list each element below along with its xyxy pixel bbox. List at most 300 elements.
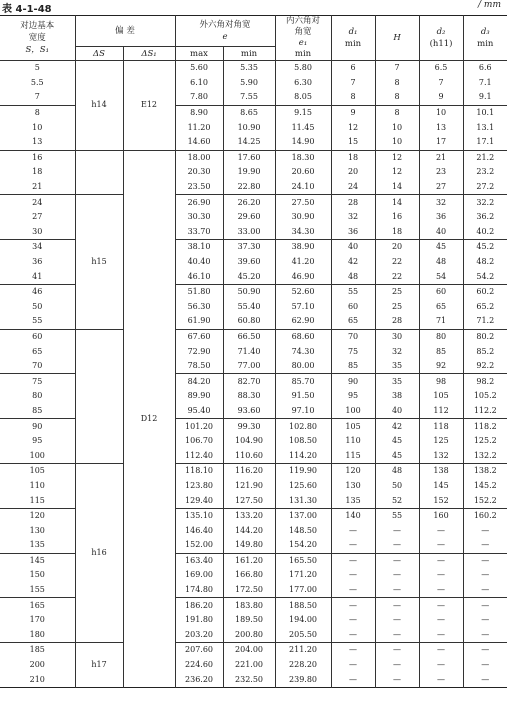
tolerance-group-h17: h17 (75, 643, 123, 688)
table-cell: 21 (32, 182, 43, 192)
table-cell: 239.80 (275, 672, 331, 687)
table-cell: 160.2 (463, 508, 507, 523)
table-cell: 152.2 (463, 493, 507, 508)
table-cell: — (331, 672, 375, 687)
table-cell: 38 (375, 389, 419, 404)
table-cell: 33.70 (175, 225, 223, 240)
table-cell: — (463, 553, 507, 568)
table-cell: 33.00 (223, 225, 275, 240)
table-cell: 98.2 (463, 374, 507, 389)
table-cell: 90 (0, 419, 75, 434)
table-cell: 152 (419, 493, 463, 508)
table-cell: 183.80 (223, 598, 275, 613)
table-cell: — (375, 523, 419, 538)
table-cell: 7.1 (463, 76, 507, 91)
table-cell: 8 (0, 105, 75, 120)
table-cell: — (331, 658, 375, 673)
table-cell: 72.90 (175, 344, 223, 359)
table-cell: 40.40 (175, 255, 223, 270)
table-cell: 71 (419, 314, 463, 329)
table-cell: 10 (419, 105, 463, 120)
table-cell: 130 (29, 525, 45, 535)
table-cell: 65 (32, 346, 43, 356)
table-cell: 82.70 (223, 374, 275, 389)
table-cell: 119.90 (275, 464, 331, 479)
table-cell: 5.60 (175, 61, 223, 76)
table-row (0, 643, 507, 658)
table-cell: 203.20 (175, 628, 223, 643)
table-cell: 71.2 (463, 314, 507, 329)
table-cell: 10 (375, 135, 419, 150)
table-cell: 24.10 (275, 180, 331, 195)
table-cell: 42 (331, 255, 375, 270)
table-cell: — (463, 613, 507, 628)
table-cell: 22 (375, 255, 419, 270)
table-cell: 45.2 (463, 240, 507, 255)
table-cell: 145 (419, 479, 463, 494)
table-cell: 52 (375, 493, 419, 508)
table-cell: 54 (419, 269, 463, 284)
table-cell: 45.20 (223, 269, 275, 284)
table-cell: 97.10 (275, 404, 331, 419)
table-cell: 13.1 (463, 120, 507, 135)
size-header-line1: 对边基本 (20, 21, 55, 31)
table-cell: 110 (331, 434, 375, 449)
size-header-line3: S，S₁ (25, 45, 50, 55)
table-cell: 135.10 (175, 508, 223, 523)
table-cell: 21 (419, 150, 463, 165)
table-cell: 8.05 (275, 90, 331, 105)
table-cell: 55 (375, 508, 419, 523)
table-cell: 77.00 (223, 359, 275, 374)
d1-header: d₁ (348, 27, 358, 37)
table-cell: — (331, 523, 375, 538)
table-cell: 27.2 (463, 180, 507, 195)
table-cell: 26.20 (223, 195, 275, 210)
table-cell: 67.60 (175, 329, 223, 344)
table-cell: 8 (375, 90, 419, 105)
table-cell: 66.50 (223, 329, 275, 344)
table-cell: 152.00 (175, 538, 223, 553)
table-cell: 98 (419, 374, 463, 389)
table-cell: 8 (331, 90, 375, 105)
table-cell: 174.80 (175, 583, 223, 598)
outer-diag-symbol: e (222, 32, 228, 43)
d2-tolerance: (h11) (429, 39, 453, 49)
table-cell: 36 (32, 257, 43, 267)
table-cell: 165.50 (275, 553, 331, 568)
table-cell: 154.20 (275, 538, 331, 553)
table-cell: 29.60 (223, 210, 275, 225)
tolerance-group-h16: h16 (75, 464, 123, 643)
table-cell: 51.80 (175, 284, 223, 299)
table-cell: 32 (419, 195, 463, 210)
table-cell: — (375, 628, 419, 643)
table-cell: 18 (32, 167, 43, 177)
table-cell: 118.10 (175, 464, 223, 479)
outer-diag-header: 外六角对角宽 (199, 20, 251, 31)
table-cell: 27.50 (275, 195, 331, 210)
table-cell: 7 (419, 76, 463, 91)
table-cell: 148.50 (275, 523, 331, 538)
table-row (0, 464, 507, 479)
table-cell: 28 (331, 195, 375, 210)
table-cell: 118 (419, 419, 463, 434)
table-cell: 24 (0, 195, 75, 210)
table-cell: 41 (32, 271, 43, 281)
table-cell: 200 (29, 660, 45, 670)
table-cell: 30 (32, 226, 43, 236)
table-cell: 105 (419, 389, 463, 404)
table-cell: 150 (29, 570, 45, 580)
table-cell: — (419, 643, 463, 658)
table-cell: 50 (375, 479, 419, 494)
table-cell: 8.90 (175, 105, 223, 120)
table-cell: 42 (375, 419, 419, 434)
table-cell: — (375, 643, 419, 658)
table-cell: 20 (331, 165, 375, 180)
table-cell: 104.90 (223, 434, 275, 449)
table-cell: 91.50 (275, 389, 331, 404)
table-cell: 37.30 (223, 240, 275, 255)
table-cell: 191.80 (175, 613, 223, 628)
table-cell: 85 (419, 344, 463, 359)
table-cell: 24 (331, 180, 375, 195)
table-cell: 40 (375, 404, 419, 419)
table-cell: — (375, 568, 419, 583)
table-cell: 5.90 (223, 76, 275, 91)
d1-min: min (344, 39, 362, 49)
inner-diag-header-line1: 内六角对 (286, 16, 321, 26)
table-cell: 45 (419, 240, 463, 255)
table-cell: 60 (0, 329, 75, 344)
table-cell: 92.2 (463, 359, 507, 374)
table-cell: 75 (0, 374, 75, 389)
table-cell: — (419, 568, 463, 583)
table-cell: 138.2 (463, 464, 507, 479)
tolerance-group-D12: D12 (123, 150, 175, 687)
table-cell: — (419, 672, 463, 687)
table-cell: 41.20 (275, 255, 331, 270)
table-cell: 205.50 (275, 628, 331, 643)
table-cell: 23 (419, 165, 463, 180)
tolerance-group-h14: h14 (75, 61, 123, 151)
table-cell: 13 (32, 137, 43, 147)
table-cell: — (375, 672, 419, 687)
table-cell: 115 (29, 495, 45, 505)
table-cell: 137.00 (275, 508, 331, 523)
table-cell: 60.80 (223, 314, 275, 329)
table-cell: 55.40 (223, 300, 275, 315)
table-cell: 194.00 (275, 613, 331, 628)
table-cell: 45 (375, 448, 419, 463)
table-cell: 149.80 (223, 538, 275, 553)
table-cell: 5.80 (275, 61, 331, 76)
table-cell: 17.60 (223, 150, 275, 165)
table-cell: 11.20 (175, 120, 223, 135)
table-cell: — (463, 643, 507, 658)
table-cell: 23.2 (463, 165, 507, 180)
table-cell: — (463, 598, 507, 613)
table-header (0, 16, 507, 61)
table-cell: 80.00 (275, 359, 331, 374)
table-cell: 110 (29, 480, 45, 490)
table-cell: 84.20 (175, 374, 223, 389)
table-cell: 20.30 (175, 165, 223, 180)
inner-diag-symbol: e₁ (298, 38, 308, 48)
table-cell: 80 (419, 329, 463, 344)
table-cell: 14.60 (175, 135, 223, 150)
table-cell: 32.2 (463, 195, 507, 210)
table-cell: 112.40 (175, 448, 223, 463)
table-cell: 188.50 (275, 598, 331, 613)
table-cell: 106.70 (175, 434, 223, 449)
table-cell: 27 (419, 180, 463, 195)
table-cell: — (375, 553, 419, 568)
table-cell: 6.30 (275, 76, 331, 91)
table-cell: 95 (331, 389, 375, 404)
table-cell: 20.60 (275, 165, 331, 180)
table-cell: 71.40 (223, 344, 275, 359)
table-cell: 169.00 (175, 568, 223, 583)
table-cell: 85.2 (463, 344, 507, 359)
table-cell: 140 (331, 508, 375, 523)
hex-dimension-table (0, 15, 507, 688)
table-cell: 145 (0, 553, 75, 568)
table-cell: 25 (375, 300, 419, 315)
table-cell: 90 (331, 374, 375, 389)
tolerance-group-cell (75, 329, 123, 463)
table-cell: 163.40 (175, 553, 223, 568)
table-cell: 80.2 (463, 329, 507, 344)
table-cell: 120 (0, 508, 75, 523)
table-cell: 18 (331, 150, 375, 165)
table-cell: 22 (375, 269, 419, 284)
table-cell: 46.10 (175, 269, 223, 284)
table-cell: 57.10 (275, 300, 331, 315)
table-cell: — (375, 598, 419, 613)
table-row (0, 329, 507, 344)
table-cell: 68.60 (275, 329, 331, 344)
tolerance-header: 偏 差 (75, 16, 175, 47)
table-cell: 65 (419, 300, 463, 315)
table-cell: 11.45 (275, 120, 331, 135)
table-cell: 48.2 (463, 255, 507, 270)
table-cell: 120 (331, 464, 375, 479)
table-cell: 48 (331, 269, 375, 284)
table-cell: 15 (331, 135, 375, 150)
table-cell: — (419, 523, 463, 538)
table-cell: 55 (32, 316, 43, 326)
table-cell: 50.90 (223, 284, 275, 299)
table-cell: 9.1 (463, 90, 507, 105)
table-cell: 112 (419, 404, 463, 419)
table-cell: 28 (375, 314, 419, 329)
table-cell: 32 (331, 210, 375, 225)
table-cell: 16 (375, 210, 419, 225)
table-cell: — (331, 628, 375, 643)
table-cell: 70 (331, 329, 375, 344)
table-cell: 65.2 (463, 300, 507, 315)
size-header-line2: 宽度 (28, 33, 46, 43)
table-cell: 85.70 (275, 374, 331, 389)
table-cell: 105 (331, 419, 375, 434)
inner-diag-min: min (294, 49, 312, 59)
table-cell: 19.90 (223, 165, 275, 180)
table-cell: 102.80 (275, 419, 331, 434)
table-cell: 105 (0, 464, 75, 479)
table-cell: 6.5 (419, 61, 463, 76)
table-cell: 9 (419, 90, 463, 105)
table-cell: 161.20 (223, 553, 275, 568)
table-cell: 95.40 (175, 404, 223, 419)
table-cell: 30.90 (275, 210, 331, 225)
table-cell: 7.55 (223, 90, 275, 105)
table-cell: — (331, 583, 375, 598)
table-cell: 35 (375, 359, 419, 374)
table-cell: 32 (375, 344, 419, 359)
table-cell: 14 (375, 180, 419, 195)
table-cell: 93.60 (223, 404, 275, 419)
table-cell: 121.90 (223, 479, 275, 494)
table-cell: 185 (0, 643, 75, 658)
table-cell: 14.25 (223, 135, 275, 150)
table-cell: 200.80 (223, 628, 275, 643)
table-cell: 40 (419, 225, 463, 240)
table-cell: 65 (331, 314, 375, 329)
table-cell: 5.35 (223, 61, 275, 76)
table-cell: 172.50 (223, 583, 275, 598)
table-cell: 5.5 (30, 77, 44, 87)
table-cell: 46 (0, 284, 75, 299)
table-cell: 105.2 (463, 389, 507, 404)
table-cell: 38.90 (275, 240, 331, 255)
outer-min-header: min (223, 47, 275, 61)
table-cell: 131.30 (275, 493, 331, 508)
table-cell: — (375, 658, 419, 673)
table-cell: — (331, 598, 375, 613)
table-cell: 8 (375, 105, 419, 120)
table-cell: 50 (32, 301, 43, 311)
table-cell: 18 (375, 225, 419, 240)
table-cell: — (419, 628, 463, 643)
table-cell: 166.80 (223, 568, 275, 583)
table-cell: 27 (32, 212, 43, 222)
table-cell: 112.2 (463, 404, 507, 419)
table-cell: 160 (419, 508, 463, 523)
table-cell: 5 (0, 61, 75, 76)
table-cell: 92 (419, 359, 463, 374)
table-cell: 35 (375, 374, 419, 389)
table-cell: 146.40 (175, 523, 223, 538)
table-cell: 88.30 (223, 389, 275, 404)
table-cell: 30.30 (175, 210, 223, 225)
unit-label: / mm (478, 0, 501, 10)
table-cell: 54.2 (463, 269, 507, 284)
table-cell: 85 (32, 405, 43, 415)
table-cell: 6.10 (175, 76, 223, 91)
table-cell: — (331, 568, 375, 583)
inner-diag-header-line2: 角宽 (294, 27, 312, 37)
table-cell: 12 (375, 165, 419, 180)
table-cell: — (419, 658, 463, 673)
table-cell: — (463, 672, 507, 687)
table-cell: — (463, 628, 507, 643)
table-cell: — (419, 613, 463, 628)
table-cell: — (419, 538, 463, 553)
table-cell: 10 (375, 120, 419, 135)
table-cell: 18.30 (275, 150, 331, 165)
table-cell: 210 (29, 674, 45, 684)
table-cell: 133.20 (223, 508, 275, 523)
table-cell: 10 (32, 122, 43, 132)
table-cell: — (463, 658, 507, 673)
table-cell: 123.80 (175, 479, 223, 494)
table-cell: 30 (375, 329, 419, 344)
table-cell: — (419, 598, 463, 613)
outer-max-header: max (175, 47, 223, 61)
tolerance-group-cell (75, 150, 123, 195)
table-cell: 14.90 (275, 135, 331, 150)
table-cell: 170 (29, 615, 45, 625)
h-header: H (375, 16, 419, 61)
table-cell: 52.60 (275, 284, 331, 299)
table-cell: 18.00 (175, 150, 223, 165)
table-cell: 85 (331, 359, 375, 374)
table-cell: 207.60 (175, 643, 223, 658)
d3-header: d₃ (480, 27, 490, 37)
table-cell: 17 (419, 135, 463, 150)
table-cell: 145.2 (463, 479, 507, 494)
table-cell: 125.60 (275, 479, 331, 494)
table-cell: — (419, 553, 463, 568)
table-cell: 9.15 (275, 105, 331, 120)
table-cell: 125.2 (463, 434, 507, 449)
table-cell: 129.40 (175, 493, 223, 508)
table-cell: 177.00 (275, 583, 331, 598)
table-cell: 36 (419, 210, 463, 225)
table-cell: 116.20 (223, 464, 275, 479)
table-cell: 38.10 (175, 240, 223, 255)
table-cell: 60 (419, 284, 463, 299)
table-cell: 60.2 (463, 284, 507, 299)
table-cell: 56.30 (175, 300, 223, 315)
table-cell: 36 (331, 225, 375, 240)
table-cell: 118.2 (463, 419, 507, 434)
table-cell: 110.60 (223, 448, 275, 463)
table-cell: — (419, 583, 463, 598)
table-cell: 7.80 (175, 90, 223, 105)
table-cell: 211.20 (275, 643, 331, 658)
delta-s-header: ΔS (75, 47, 123, 61)
table-cell: — (331, 643, 375, 658)
table-cell: 12 (375, 150, 419, 165)
table-cell: 6 (331, 61, 375, 76)
table-cell: 16 (0, 150, 75, 165)
table-cell: 40.2 (463, 225, 507, 240)
table-cell: 7 (375, 61, 419, 76)
table-cell: 125 (419, 434, 463, 449)
table-cell: 60 (331, 300, 375, 315)
table-cell: 45 (375, 434, 419, 449)
table-cell: 135 (331, 493, 375, 508)
table-row (0, 195, 507, 210)
table-cell: 25 (375, 284, 419, 299)
table-cell: 132.2 (463, 448, 507, 463)
table-cell: 34.30 (275, 225, 331, 240)
table-cell: 23.50 (175, 180, 223, 195)
table-cell: 14 (375, 195, 419, 210)
